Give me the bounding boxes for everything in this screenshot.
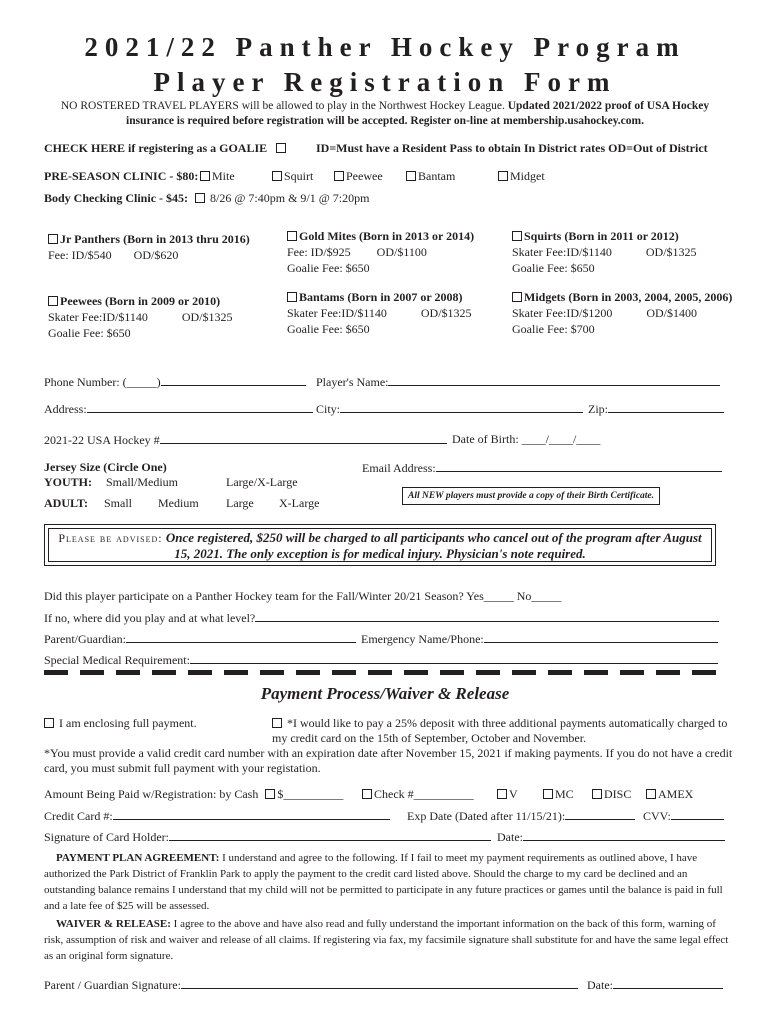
program-fee-id: Fee: ID/$925 (287, 245, 351, 259)
fall-winter-question[interactable]: Did this player participate on a Panther Hockey team for the Fall/Winter 20/21 Season? Yes_____ No_____ (44, 589, 562, 603)
program-jr-panthers[interactable] (48, 231, 250, 263)
credit-card-note: *You must provide a valid credit card number with an expiration date after November 15, 2021 if making payments. If you do not have a credit card, you must submit full payment with your registation. (44, 746, 733, 775)
waiver-title: WAIVER & RELEASE: (56, 918, 171, 930)
preseason-option-midget[interactable] (498, 169, 545, 184)
program-goalie-fee: Goalie Fee: $650 (48, 326, 131, 340)
checkbox-icon (592, 789, 602, 799)
parent-signature-label: Parent / Guardian Signature: (44, 978, 181, 992)
checkbox-icon (272, 718, 282, 728)
header-note-plain: NO ROSTERED TRAVEL PLAYERS will be allowed to play in the Northwest Hockey League. (60, 100, 508, 112)
full-payment-option[interactable] (44, 716, 197, 731)
program-fee-id: Skater Fee:ID/$1140 (48, 310, 148, 324)
program-fee-od: OD/$620 (133, 248, 179, 262)
checkbox-icon (406, 171, 416, 181)
option-label: Squirt (284, 169, 314, 183)
adult-large[interactable]: Large (226, 496, 254, 510)
program-name: Gold Mites (Born in 2013 or 2014) (299, 229, 475, 243)
where-played-label: If no, where did you play and at what level? (44, 611, 256, 625)
final-date-field[interactable] (587, 977, 723, 993)
program-fee-id: Skater Fee:ID/$1200 (512, 306, 613, 320)
medical-field[interactable] (44, 652, 718, 668)
agreement-title: PAYMENT PLAN AGREEMENT: (56, 852, 220, 864)
program-goalie-fee: Goalie Fee: $650 (287, 261, 370, 275)
program-fee-id: Skater Fee:ID/$1140 (512, 245, 612, 259)
adult-label: ADULT: (44, 496, 89, 510)
program-name: Jr Panthers (Born in 2013 thru 2016) (60, 232, 250, 246)
checkbox-icon (272, 171, 282, 181)
signature-date-field[interactable] (497, 829, 725, 845)
cash-checkbox[interactable] (265, 789, 275, 799)
exp-date-label: Exp Date (Dated after 11/15/21): (407, 809, 566, 823)
advisory-box (44, 524, 716, 566)
checkbox-icon (48, 296, 58, 306)
final-date-label: Date: (587, 978, 613, 992)
program-squirts[interactable] (512, 228, 697, 276)
city-field[interactable] (316, 401, 583, 417)
amount-row (44, 787, 343, 802)
adult-medium[interactable]: Medium (158, 496, 199, 510)
emergency-label: Emergency Name/Phone: (361, 632, 484, 646)
cc-number-field[interactable] (44, 808, 390, 824)
program-goalie-fee: Goalie Fee: $700 (512, 322, 595, 336)
checkbox-icon (362, 789, 372, 799)
phone-field[interactable] (44, 374, 306, 390)
preseason-option-squirt[interactable] (272, 169, 313, 184)
advisory-body: Once registered, $250 will be charged to all participants who cancel out of the program after August 15, 2021. The only exception is for medical injury. Physician's note required. (162, 530, 702, 561)
goalie-checkbox[interactable] (276, 143, 286, 153)
checkbox-icon (200, 171, 210, 181)
preseason-option-peewee[interactable] (334, 169, 383, 184)
adult-xlarge[interactable]: X-Large (279, 496, 320, 510)
cvv-label: CVV: (643, 809, 671, 823)
program-gold-mites[interactable] (287, 228, 474, 276)
parent-guardian-label: Parent/Guardian: (44, 632, 126, 646)
waiver-text: I agree to the above and have also read and fully understand the important information on the back of this form, warning of risk, assumption of risk and waiver and release of all claims. If registering via fax, my facsimile signature shall substitute for and have the same legal effect as an original form signature. (44, 918, 729, 962)
program-name: Bantams (Born in 2007 or 2008) (299, 290, 463, 304)
checkbox-icon (497, 789, 507, 799)
youth-label: YOUTH: (44, 475, 92, 489)
goalie-row (44, 141, 288, 156)
phone-label: Phone Number: (_____) (44, 375, 161, 389)
dob-field[interactable]: Date of Birth: ____/____/____ (452, 432, 601, 446)
cvv-field[interactable] (643, 808, 724, 824)
emergency-field[interactable] (361, 631, 718, 647)
cc-number-label: Credit Card #: (44, 809, 113, 823)
checkbox-icon (512, 292, 522, 302)
program-peewees[interactable] (48, 293, 233, 341)
program-fee-od: OD/$1325 (420, 306, 472, 320)
card-holder-signature-label: Signature of Card Holder: (44, 830, 169, 844)
advisory-text (48, 528, 712, 562)
parent-signature-field[interactable] (44, 977, 578, 993)
email-label: Email Address: (362, 461, 436, 475)
dashed-divider (44, 670, 728, 675)
medical-label: Special Medical Requirement: (44, 653, 190, 667)
body-checking-dates: 8/26 @ 7:40pm & 9/1 @ 7:20pm (210, 191, 370, 205)
cash-amount-field[interactable]: $__________ (277, 787, 344, 801)
full-payment-label: I am enclosing full payment. (59, 716, 197, 730)
body-checking-checkbox[interactable] (195, 193, 205, 203)
checkbox-icon (646, 789, 656, 799)
waiver-release (44, 916, 730, 964)
checkbox-icon (498, 171, 508, 181)
exp-date-field[interactable] (407, 808, 635, 824)
program-goalie-fee: Goalie Fee: $650 (287, 322, 370, 336)
checkbox-icon (334, 171, 344, 181)
card-type-label: DISC (604, 787, 632, 801)
program-fee-id: Fee: ID/$540 (48, 248, 112, 262)
program-goalie-fee: Goalie Fee: $650 (512, 261, 595, 275)
payment-plan-agreement (44, 850, 730, 914)
program-fee-od: OD/$1400 (646, 306, 697, 320)
program-bantams[interactable] (287, 289, 472, 337)
card-amex-option[interactable] (646, 787, 693, 802)
signature-date-label: Date: (497, 830, 523, 844)
checkbox-icon (543, 789, 553, 799)
card-type-label: AMEX (658, 787, 694, 801)
card-type-label: MC (555, 787, 574, 801)
program-name: Midgets (Born in 2003, 2004, 2005, 2006) (524, 290, 733, 304)
preseason-option-mite[interactable] (200, 169, 235, 184)
address-field[interactable] (44, 401, 313, 417)
program-name: Squirts (Born in 2011 or 2012) (524, 229, 679, 243)
deposit-option[interactable] (272, 716, 732, 746)
body-checking-label: Body Checking Clinic - $45: (44, 191, 189, 205)
player-name-field[interactable] (316, 374, 720, 390)
option-label: Peewee (346, 169, 383, 183)
usa-hockey-field[interactable] (44, 432, 447, 448)
form-title-line1: 2021/22 Panther Hockey Program (84, 32, 686, 62)
option-label: Bantam (418, 169, 456, 183)
advisory-lead: Please be advised: (58, 531, 163, 545)
deposit-label: *I would like to pay a 25% deposit with three additional payments automatically charged to my credit card on the 15th of September, October and November. (272, 716, 728, 745)
youth-small-medium[interactable]: Small/Medium (106, 475, 178, 489)
card-disc-option[interactable] (592, 787, 631, 802)
card-visa-option[interactable] (497, 787, 518, 802)
checkbox-icon (48, 234, 58, 244)
program-fee-od: OD/$1100 (376, 245, 427, 259)
program-name: Peewees (Born in 2009 or 2010) (60, 294, 221, 308)
jersey-title: Jersey Size (Circle One) (44, 460, 167, 474)
option-label: Midget (510, 169, 545, 183)
form-title-line2: Player Registration Form (153, 67, 617, 97)
youth-large-xlarge[interactable]: Large/X-Large (226, 475, 298, 489)
program-fee-od: OD/$1325 (645, 245, 697, 259)
birth-certificate-note: All NEW players must provide a copy of their Birth Certificate. (402, 487, 660, 505)
header-note-bold: Updated 2021/2022 proof of USA Hockey insurance is required before registration will be accepted. Register on-line at membership.usahockey.com. (126, 100, 710, 127)
checkbox-icon (287, 292, 297, 302)
checkbox-icon (287, 231, 297, 241)
city-label: City: (316, 402, 341, 416)
program-fee-od: OD/$1325 (181, 310, 233, 324)
program-fee-id: Skater Fee:ID/$1140 (287, 306, 387, 320)
jersey-youth-row (44, 475, 92, 490)
district-note: ID=Must have a Resident Pass to obtain In District rates OD=Out of District (316, 141, 708, 155)
option-label: Mite (212, 169, 235, 183)
usa-hockey-label: 2021-22 USA Hockey # (44, 433, 160, 447)
amount-label: Amount Being Paid w/Registration: by Cash (44, 787, 259, 801)
agreement-text: I understand and agree to the following. If I fail to meet my payment requirements as outlined above, I have authorized the Park District of Franklin Park to apply the payment to the credit card listed above. Should the charge to my card be declined and an outstanding balance remains I understand that my child will not be permitted to participate in any future practices or games until the balance is paid in full and a late fee of $25 will be assessed. (44, 852, 723, 912)
preseason-option-bantam[interactable] (406, 169, 455, 184)
goalie-label: CHECK HERE if registering as a GOALIE (44, 141, 268, 155)
address-label: Address: (44, 402, 87, 416)
preseason-label: PRE-SEASON CLINIC - $80: (44, 169, 199, 183)
card-mc-option[interactable] (543, 787, 574, 802)
player-name-label: Player's Name: (316, 375, 389, 389)
card-holder-signature-field[interactable] (44, 829, 491, 845)
email-field[interactable] (362, 460, 722, 476)
where-played-field[interactable] (44, 610, 719, 626)
parent-guardian-field[interactable] (44, 631, 356, 647)
body-checking-row (44, 191, 369, 206)
zip-label: Zip: (588, 402, 608, 416)
header-note (40, 99, 730, 129)
program-midgets[interactable] (512, 289, 732, 337)
checkbox-icon (512, 231, 522, 241)
card-type-label: V (509, 787, 518, 801)
payment-title: Payment Process/Waiver & Release (260, 684, 510, 703)
checkbox-icon (44, 718, 54, 728)
check-label: Check #__________ (374, 787, 474, 801)
adult-small[interactable]: Small (104, 496, 133, 510)
check-option[interactable] (362, 787, 474, 802)
zip-field[interactable] (588, 401, 724, 417)
